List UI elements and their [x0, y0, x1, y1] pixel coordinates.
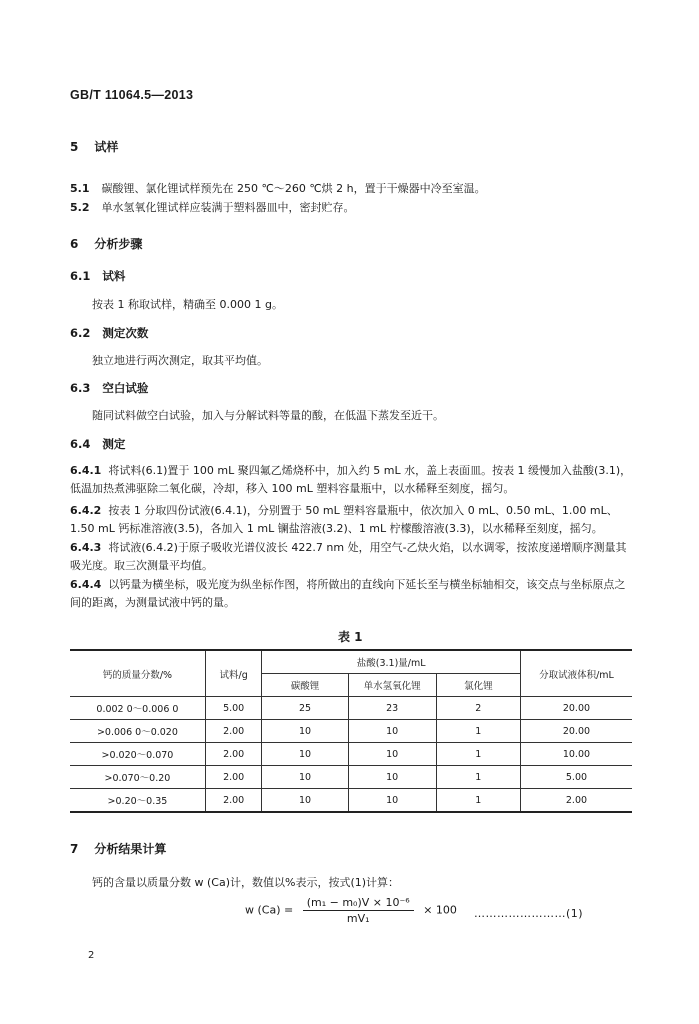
- table-cell: >0.20～0.35: [70, 789, 205, 813]
- table-cell: 10: [348, 743, 436, 766]
- header-sample-mass: 试料/g: [205, 650, 262, 697]
- section-5-number: 5: [70, 140, 79, 154]
- clause-6-1-heading: [70, 268, 125, 284]
- table-cell: 10: [348, 720, 436, 743]
- clause-5-1-text: 碳酸锂、氯化锂试样预先在 250 ℃～260 ℃烘 2 h，置于干燥器中冷至室温。: [101, 182, 486, 195]
- header-lithium-hydroxide: 单水氢氧化锂: [348, 674, 436, 697]
- table-cell: 2.00: [205, 789, 262, 813]
- formula-lhs: w (Ca) =: [245, 903, 294, 917]
- clause-6-1-number: 6.1: [70, 269, 91, 283]
- clause-6-3-number: 6.3: [70, 381, 91, 395]
- clause-6-4-1-number: 6.4.1: [70, 464, 102, 477]
- clause-5-1: [70, 180, 486, 196]
- section-6-heading: [70, 235, 142, 252]
- clause-5-2-number: 5.2: [70, 201, 90, 214]
- section-7-body: 钙的含量以质量分数 w (Ca)计，数值以%表示，按式(1)计算：: [92, 876, 400, 889]
- table-cell: 0.002 0～0.006 0: [70, 697, 205, 720]
- formula-1: [245, 896, 457, 930]
- clause-6-3-title: 空白试验: [102, 381, 149, 395]
- table-cell: 5.00: [520, 766, 632, 789]
- table-cell: 10: [348, 789, 436, 813]
- clause-5-2: [70, 199, 355, 215]
- clause-6-1-body: 按表 1 称取试样，精确至 0.000 1 g。: [92, 298, 283, 311]
- table-cell: 2.00: [205, 720, 262, 743]
- table-row: [70, 789, 632, 813]
- clause-5-2-text: 单水氢氧化锂试样应装满于塑料器皿中，密封贮存。: [101, 201, 355, 214]
- table-cell: 1: [436, 789, 520, 813]
- section-7-number: 7: [70, 842, 79, 856]
- table-cell: 2: [436, 697, 520, 720]
- page-number: 2: [88, 950, 95, 961]
- table-cell: >0.006 0～0.020: [70, 720, 205, 743]
- clause-6-4-2-number: 6.4.2: [70, 504, 102, 517]
- clause-6-2-body: 独立地进行两次测定，取其平均值。: [92, 354, 268, 367]
- clause-6-4-number: 6.4: [70, 437, 91, 451]
- section-7-title: 分析结果计算: [94, 842, 167, 856]
- formula-fraction: [303, 896, 414, 925]
- table-1: [70, 649, 632, 813]
- table-1-caption: 表 1: [338, 630, 363, 644]
- table-cell: >0.020～0.070: [70, 743, 205, 766]
- clause-6-4-3-number: 6.4.3: [70, 541, 102, 554]
- table-cell: 1: [436, 720, 520, 743]
- clause-6-4-1-text: 将试料(6.1)置于 100 mL 聚四氟乙烯烧杯中，加入约 5 mL 水，盖上表面皿。按表 1 缓慢加入盐酸(3.1)，低温加热煮沸驱除二氧化碳，冷却，移入 100 mL 塑料容量瓶中，以水稀释至刻度，摇匀。: [70, 464, 632, 495]
- header-aliquot-volume: 分取试液体积/mL: [520, 650, 632, 697]
- clause-6-3-body: 随同试料做空白试验，加入与分解试料等量的酸，在低温下蒸发至近干。: [92, 409, 444, 422]
- table-cell: 10: [262, 789, 348, 813]
- table-cell: 10: [348, 766, 436, 789]
- header-hcl-volume: 盐酸(3.1)量/mL: [262, 650, 520, 674]
- clause-6-4-heading: [70, 436, 125, 452]
- clause-6-2-heading: [70, 325, 148, 341]
- table-cell: 23: [348, 697, 436, 720]
- clause-6-4-2: [70, 502, 632, 538]
- table-row: [70, 697, 632, 720]
- table-cell: 10: [262, 720, 348, 743]
- table-cell: 2.00: [520, 789, 632, 813]
- section-6-number: 6: [70, 237, 79, 251]
- section-5-title: 试样: [94, 140, 119, 154]
- table-cell: 1: [436, 743, 520, 766]
- table-row: [70, 743, 632, 766]
- table-header-row: [70, 650, 632, 674]
- table-cell: 5.00: [205, 697, 262, 720]
- clause-6-2-number: 6.2: [70, 326, 91, 340]
- table-cell: 10: [262, 766, 348, 789]
- table-cell: 20.00: [520, 697, 632, 720]
- table-cell: 20.00: [520, 720, 632, 743]
- section-7-heading: [70, 840, 166, 857]
- clause-6-4-2-text: 按表 1 分取四份试液(6.4.1)，分别置于 50 mL 塑料容量瓶中，依次加入 0 mL、0.50 mL、1.00 mL、1.50 mL 钙标准溶液(3.5)，各加入 1 mL 镧盐溶液(3.2)、1 mL 柠檬酸溶液(3.3)，以水稀释至刻度，摇匀。: [70, 504, 618, 535]
- clause-6-4-4-text: 以钙量为横坐标，吸光度为纵坐标作图，将所做出的直线向下延长至与横坐标轴相交，该交点与坐标原点之间的距离，为测量试液中钙的量。: [70, 578, 626, 609]
- formula-numerator: (m₁ − m₀)V × 10⁻⁶: [303, 896, 414, 911]
- formula-rhs: × 100: [423, 903, 457, 917]
- table-row: [70, 720, 632, 743]
- table-cell: 10.00: [520, 743, 632, 766]
- standard-number: GB/T 11064.5—2013: [70, 88, 194, 102]
- section-5-heading: [70, 138, 118, 155]
- clause-6-4-3: [70, 539, 632, 575]
- table-cell: 25: [262, 697, 348, 720]
- table-1-body: [70, 697, 632, 813]
- section-6-title: 分析步骤: [94, 237, 143, 251]
- table-cell: >0.070～0.20: [70, 766, 205, 789]
- header-lithium-carbonate: 碳酸锂: [262, 674, 348, 697]
- clause-6-4-4-number: 6.4.4: [70, 578, 102, 591]
- clause-5-1-number: 5.1: [70, 182, 90, 195]
- table-cell: 2.00: [205, 766, 262, 789]
- clause-6-4-1: [70, 462, 632, 498]
- clause-6-4-title: 测定: [102, 437, 126, 451]
- clause-6-4-4: [70, 576, 632, 612]
- header-lithium-chloride: 氯化锂: [436, 674, 520, 697]
- table-cell: 1: [436, 766, 520, 789]
- header-mass-fraction: 钙的质量分数/%: [70, 650, 205, 697]
- formula-number: ……………………(1): [474, 907, 584, 920]
- clause-6-4-3-text: 将试液(6.4.2)于原子吸收光谱仪波长 422.7 nm 处，用空气-乙炔火焰，以水调零，按浓度递增顺序测量其吸光度。取三次测量平均值。: [70, 541, 627, 572]
- clause-6-2-title: 测定次数: [102, 326, 149, 340]
- clause-6-3-heading: [70, 380, 148, 396]
- table-cell: 2.00: [205, 743, 262, 766]
- table-row: [70, 766, 632, 789]
- formula-denominator: mV₁: [346, 912, 370, 925]
- table-cell: 10: [262, 743, 348, 766]
- clause-6-1-title: 试料: [102, 269, 126, 283]
